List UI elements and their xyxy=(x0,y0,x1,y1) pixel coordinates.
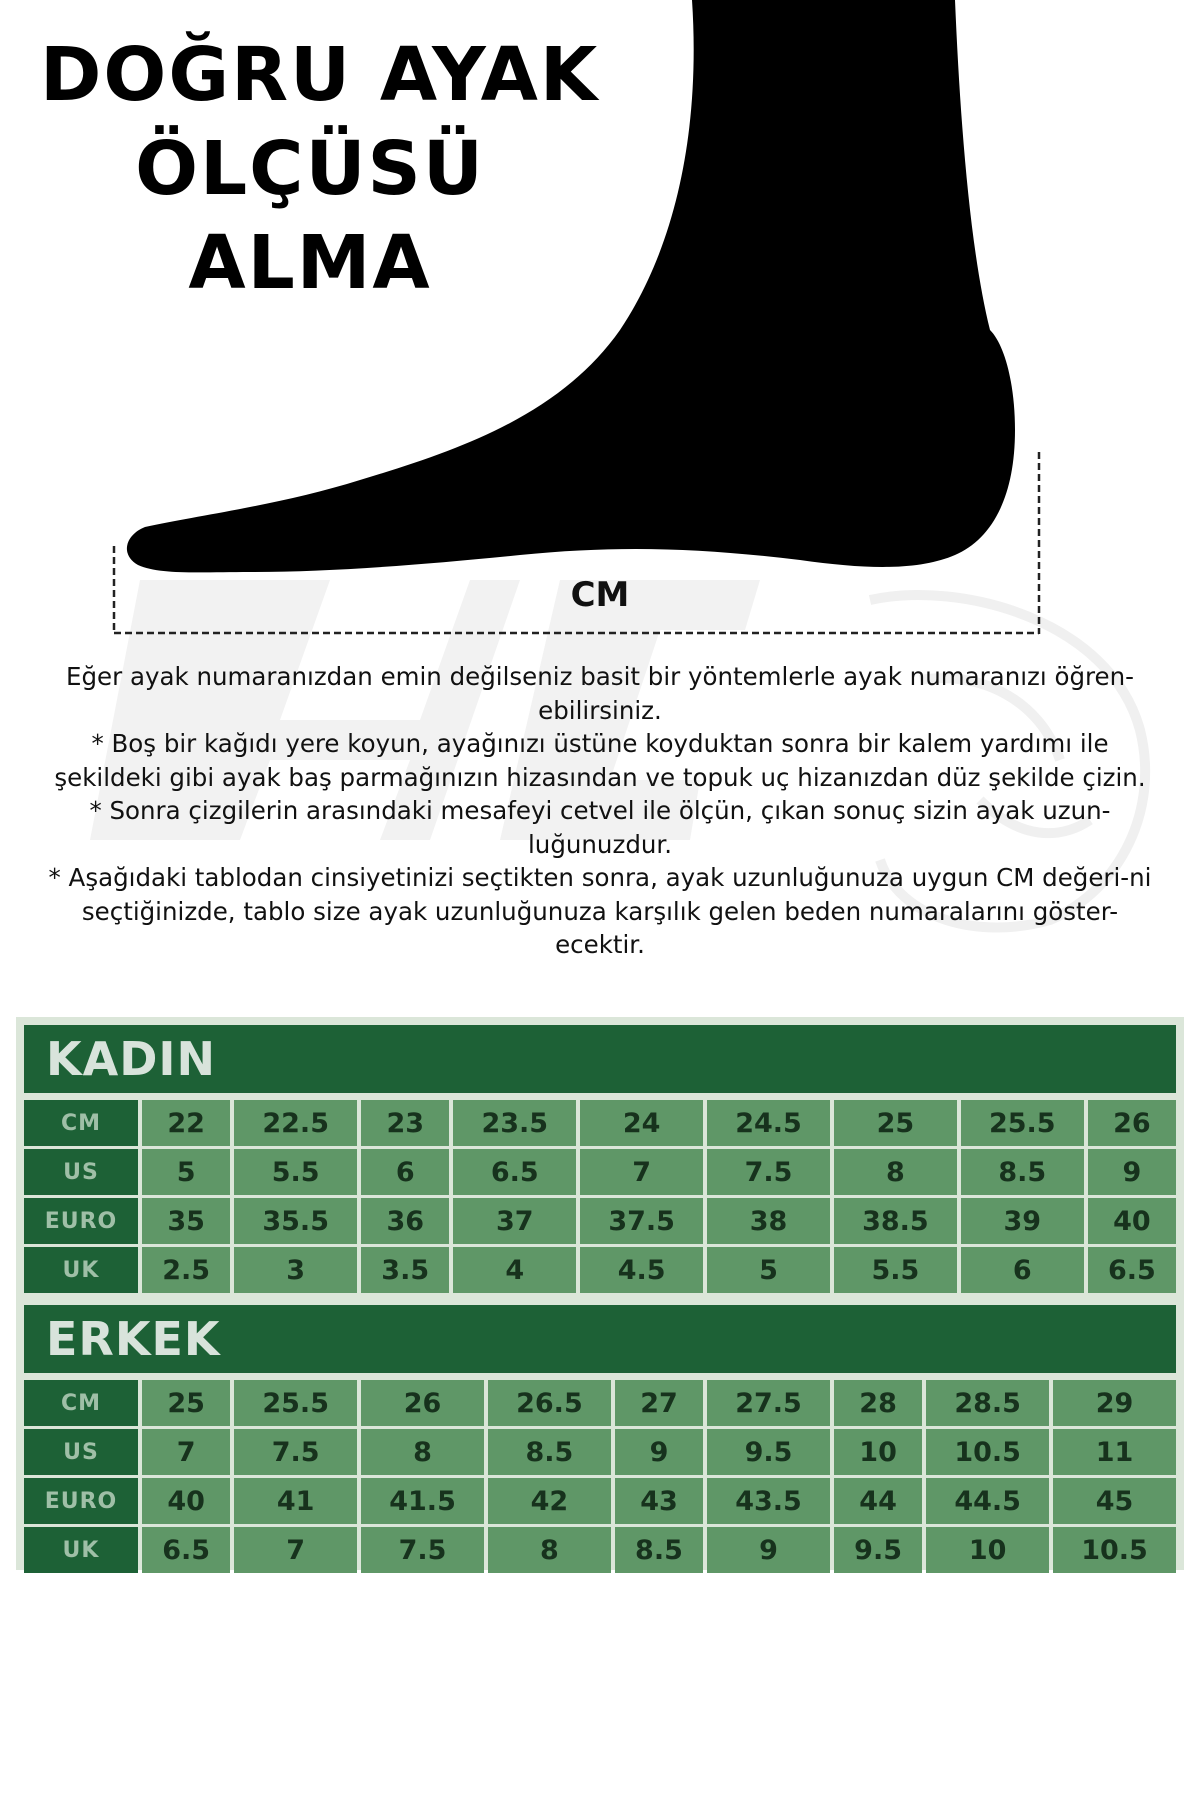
foot-silhouette-icon xyxy=(127,0,1015,572)
size-cell: 6 xyxy=(361,1149,449,1195)
size-cell: 4 xyxy=(453,1247,576,1293)
size-cell: 11 xyxy=(1053,1429,1176,1475)
size-cell: 26 xyxy=(1088,1100,1176,1146)
size-cell: 5.5 xyxy=(234,1149,357,1195)
table-row xyxy=(24,1100,1176,1146)
size-cell: 29 xyxy=(1053,1380,1176,1426)
row-label: CM xyxy=(24,1380,138,1426)
size-cell: 25 xyxy=(142,1380,230,1426)
table-row xyxy=(24,1149,1176,1195)
size-cell: 45 xyxy=(1053,1478,1176,1524)
section-title-erkek: ERKEK xyxy=(24,1305,1176,1373)
size-cell: 35.5 xyxy=(234,1198,357,1244)
table-row xyxy=(24,1380,1176,1426)
row-label: EURO xyxy=(24,1198,138,1244)
size-cell: 44 xyxy=(834,1478,922,1524)
size-cell: 38 xyxy=(707,1198,830,1244)
row-label: US xyxy=(24,1429,138,1475)
table-row xyxy=(24,1247,1176,1293)
size-cell: 37 xyxy=(453,1198,576,1244)
size-cell: 7.5 xyxy=(707,1149,830,1195)
size-cell: 2.5 xyxy=(142,1247,230,1293)
size-cell: 9.5 xyxy=(834,1527,922,1573)
size-cell: 7 xyxy=(580,1149,703,1195)
size-cell: 5 xyxy=(142,1149,230,1195)
size-cell: 10 xyxy=(834,1429,922,1475)
instruction-step-3: * Aşağıdaki tablodan cinsiyetinizi seçtikten sonra, ayak uzunluğunuza uygun CM değeri-ni seçtiğinizde, tablo size ayak uzunluğunuza karşılık gelen beden numaralarını göster-ecektir. xyxy=(48,863,1152,959)
size-cell: 24 xyxy=(580,1100,703,1146)
size-cell: 6.5 xyxy=(1088,1247,1176,1293)
measure-label: CM xyxy=(570,575,630,615)
size-cell: 41 xyxy=(234,1478,357,1524)
size-cell: 7 xyxy=(234,1527,357,1573)
size-cell: 23.5 xyxy=(453,1100,576,1146)
size-table-kadin xyxy=(20,1097,1180,1296)
size-cell: 8 xyxy=(361,1429,484,1475)
size-cell: 5.5 xyxy=(834,1247,957,1293)
size-cell: 40 xyxy=(142,1478,230,1524)
size-table-erkek xyxy=(20,1377,1180,1576)
size-cell: 6.5 xyxy=(142,1527,230,1573)
size-cell: 3.5 xyxy=(361,1247,449,1293)
instruction-step-1: * Boş bir kağıdı yere koyun, ayağınızı üstüne koyduktan sonra bir kalem yardımı ile şekildeki gibi ayak baş parmağınızın hizasından ve topuk uç hizanızdan düz şekilde çizin. xyxy=(54,729,1146,792)
size-cell: 10.5 xyxy=(926,1429,1049,1475)
title-line-2: ÖLÇÜSÜ xyxy=(135,126,485,212)
size-cell: 43 xyxy=(615,1478,703,1524)
size-cell: 8.5 xyxy=(961,1149,1084,1195)
size-cell: 6.5 xyxy=(453,1149,576,1195)
instruction-step-2: * Sonra çizgilerin arasındaki mesafeyi cetvel ile ölçün, çıkan sonuç sizin ayak uzun-luğunuzdur. xyxy=(89,796,1111,859)
instructions xyxy=(38,660,1162,962)
size-cell: 9 xyxy=(1088,1149,1176,1195)
size-cell: 4.5 xyxy=(580,1247,703,1293)
size-cell: 8.5 xyxy=(488,1429,611,1475)
size-cell: 26.5 xyxy=(488,1380,611,1426)
size-cell: 24.5 xyxy=(707,1100,830,1146)
size-cell: 27.5 xyxy=(707,1380,830,1426)
size-cell: 41.5 xyxy=(361,1478,484,1524)
size-cell: 27 xyxy=(615,1380,703,1426)
size-cell: 9 xyxy=(707,1527,830,1573)
size-cell: 36 xyxy=(361,1198,449,1244)
table-row xyxy=(24,1527,1176,1573)
size-cell: 25.5 xyxy=(961,1100,1084,1146)
size-cell: 25 xyxy=(834,1100,957,1146)
table-row xyxy=(24,1478,1176,1524)
size-chart xyxy=(16,1017,1184,1570)
size-cell: 40 xyxy=(1088,1198,1176,1244)
size-cell: 22 xyxy=(142,1100,230,1146)
title-line-1: DOĞRU AYAK xyxy=(40,32,600,118)
size-cell: 28.5 xyxy=(926,1380,1049,1426)
size-cell: 10.5 xyxy=(1053,1527,1176,1573)
row-label: US xyxy=(24,1149,138,1195)
section-title-kadin: KADIN xyxy=(24,1025,1176,1093)
size-cell: 37.5 xyxy=(580,1198,703,1244)
size-cell: 42 xyxy=(488,1478,611,1524)
size-cell: 44.5 xyxy=(926,1478,1049,1524)
size-cell: 35 xyxy=(142,1198,230,1244)
row-label: UK xyxy=(24,1527,138,1573)
row-label: UK xyxy=(24,1247,138,1293)
title-line-3: ALMA xyxy=(188,220,432,306)
foot-diagram xyxy=(0,0,1200,650)
row-label: CM xyxy=(24,1100,138,1146)
size-cell: 8.5 xyxy=(615,1527,703,1573)
size-cell: 25.5 xyxy=(234,1380,357,1426)
instruction-intro: Eğer ayak numaranızdan emin değilseniz basit bir yöntemlerle ayak numaranızı öğren-ebilirsiniz. xyxy=(66,662,1134,725)
size-cell: 26 xyxy=(361,1380,484,1426)
size-cell: 8 xyxy=(834,1149,957,1195)
size-cell: 6 xyxy=(961,1247,1084,1293)
table-row xyxy=(24,1429,1176,1475)
row-label: EURO xyxy=(24,1478,138,1524)
size-cell: 7 xyxy=(142,1429,230,1475)
size-cell: 23 xyxy=(361,1100,449,1146)
size-cell: 28 xyxy=(834,1380,922,1426)
size-cell: 5 xyxy=(707,1247,830,1293)
size-cell: 9.5 xyxy=(707,1429,830,1475)
size-cell: 10 xyxy=(926,1527,1049,1573)
size-cell: 22.5 xyxy=(234,1100,357,1146)
size-cell: 43.5 xyxy=(707,1478,830,1524)
size-cell: 38.5 xyxy=(834,1198,957,1244)
size-cell: 7.5 xyxy=(361,1527,484,1573)
size-cell: 9 xyxy=(615,1429,703,1475)
size-cell: 7.5 xyxy=(234,1429,357,1475)
table-row xyxy=(24,1198,1176,1244)
size-cell: 8 xyxy=(488,1527,611,1573)
size-cell: 3 xyxy=(234,1247,357,1293)
size-cell: 39 xyxy=(961,1198,1084,1244)
